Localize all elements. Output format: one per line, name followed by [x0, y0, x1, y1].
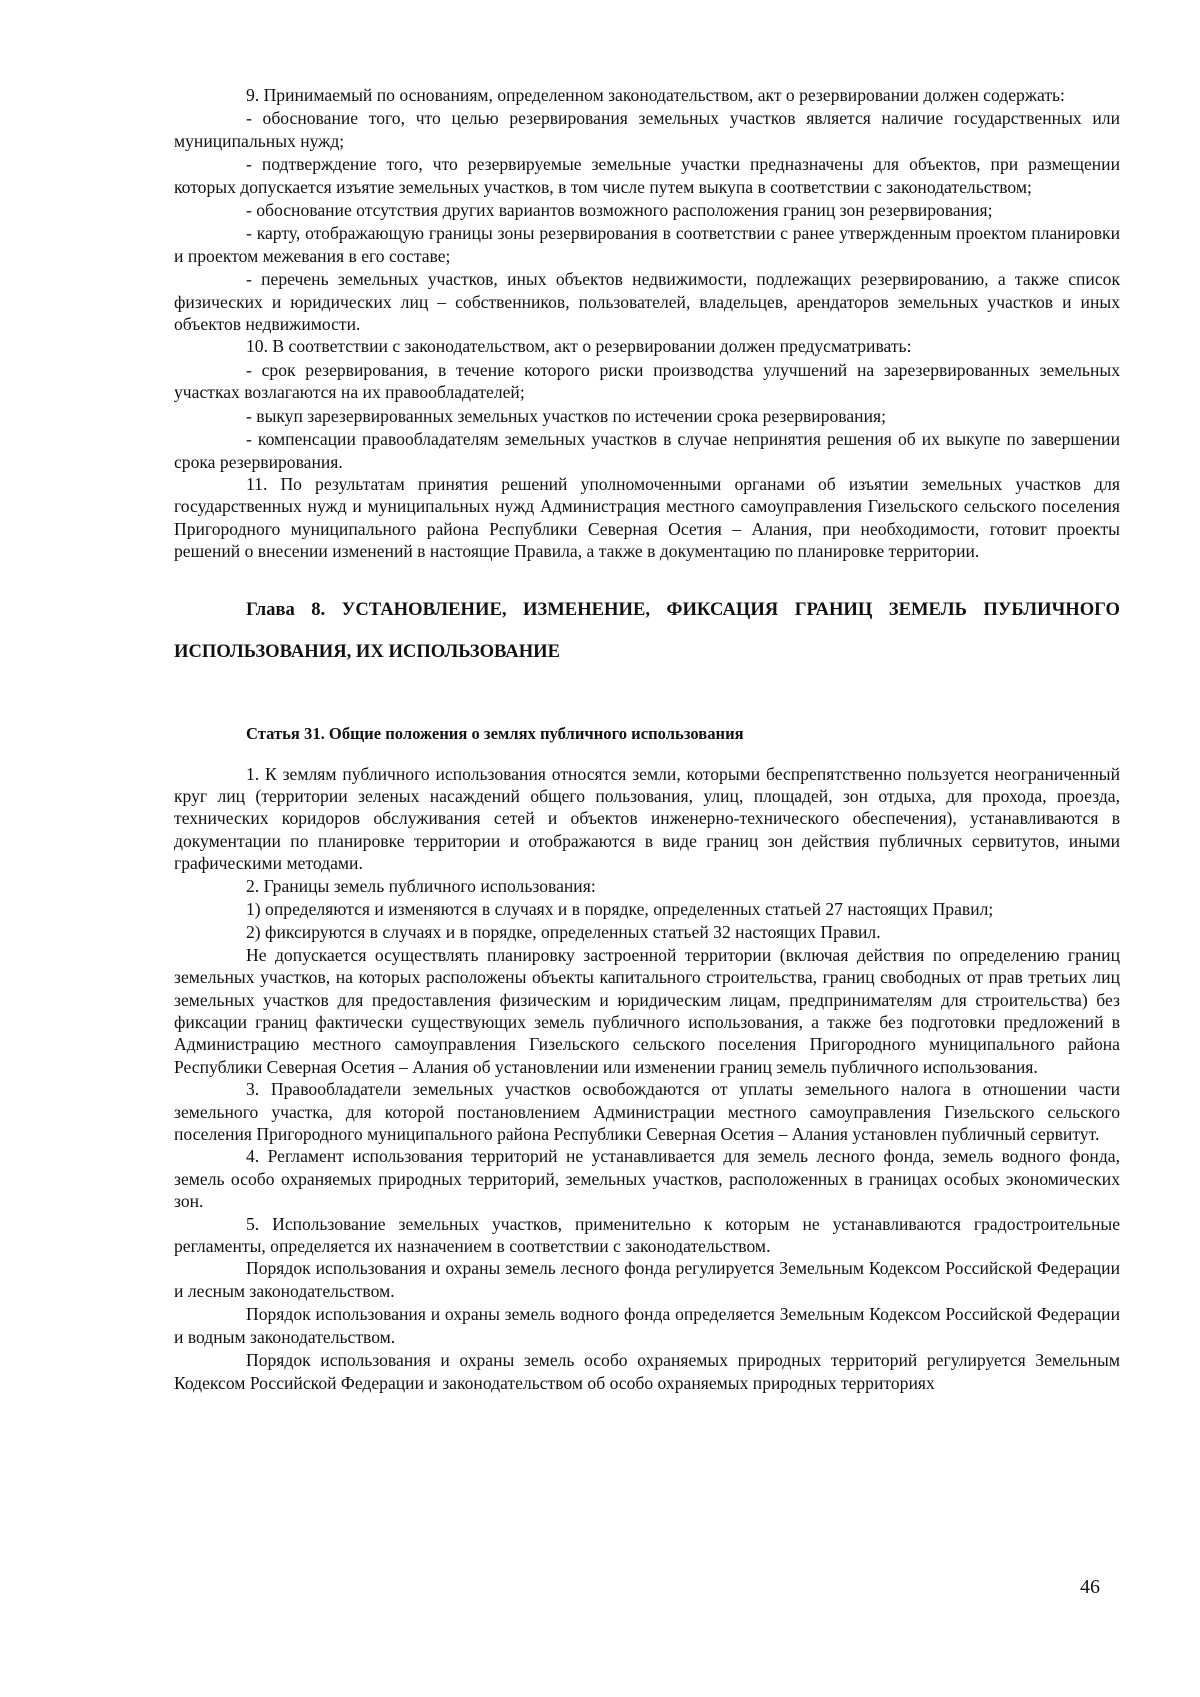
- paragraph: Порядок использования и охраны земель особо охраняемых природных территорий регулируется Земельным Кодексом Российской Федерации и законодательством об особо охраняемых природных территориях: [174, 1350, 1120, 1393]
- list-item: - срок резервирования, в течение которого риски производства улучшений на зарезервированных земельных участках возлагаются на их правообладателей;: [174, 359, 1120, 403]
- paragraph: 3. Правообладатели земельных участков освобождаются от уплаты земельного налога в отношении части земельного участка, для которой постановлением Администрации местного самоуправления Гизельского сельского поселения Пригородного муниципального района Республики Северная Осетия – Алания установлен публичный сервитут.: [174, 1079, 1120, 1145]
- page-number: 46: [1080, 1576, 1100, 1598]
- list-item: 1) определяются и изменяются в случаях и в порядке, определенных статьей 27 настоящих Правил;: [246, 898, 994, 919]
- paragraph: Не допускается осуществлять планировку застроенной территории (включая действия по определению границ земельных участков, на которых расположены объекты капитального строительства, границ свободных от прав третьих лиц земельных участков для предоставления физическим и юридическим лицам, предпринимателям для строительства) без фиксации границ фактически существующих земель публичного использования, а также без подготовки предложений в Администрацию местного самоуправления Гизельского сельского поселения Пригородного муниципального района Республики Северная Осетия – Алания об установлении или изменении границ земель публичного использования.: [174, 944, 1120, 1077]
- list-item: - компенсации правообладателям земельных участков в случае непринятия решения об их выкупе по завершении срока резервирования.: [174, 429, 1120, 472]
- paragraph: 11. По результатам принятия решений уполномоченными органами об изъятии земельных участков для государственных нужд и муниципальных нужд Администрация местного самоуправления Гизельского сельского поселения Пригородного муниципального района Республики Северная Осетия – Алания, при необходимости, готовит проекты решений о внесении изменений в настоящие Правила, а также в документацию по планировке территории.: [174, 473, 1120, 562]
- paragraph: 2. Границы земель публичного использования:: [246, 875, 596, 896]
- list-item: - перечень земельных участков, иных объектов недвижимости, подлежащих резервированию, а также список физических и юридических лиц – собственников, пользователей, владельцев, арендаторов земельных участков и иных объектов недвижимости.: [174, 269, 1120, 335]
- paragraph: 9. Принимаемый по основаниям, определенном законодательством, акт о резервировании должен содержать:: [246, 85, 1065, 105]
- document-page: [174, 84, 1120, 1394]
- chapter-heading: Глава 8. УСТАНОВЛЕНИЕ, ИЗМЕНЕНИЕ, ФИКСАЦИЯ ГРАНИЦ ЗЕМЕЛЬ ПУБЛИЧНОГО ИСПОЛЬЗОВАНИЯ, ИХ ИСПОЛЬЗОВАНИЕ: [174, 598, 1120, 662]
- paragraph: 5. Использование земельных участков, применительно к которым не устанавливаются градостроительные регламенты, определяется их назначением в соответствии с законодательством.: [174, 1213, 1120, 1257]
- list-item: - обоснование того, что целью резервирования земельных участков является наличие государственных или муниципальных нужд;: [174, 108, 1120, 151]
- paragraph: 4. Регламент использования территорий не устанавливается для земель лесного фонда, земель водного фонда, земель особо охраняемых природных территорий, земельных участков, расположенных в границах особых экономических зон.: [174, 1146, 1120, 1212]
- list-item: - обоснование отсутствия других вариантов возможного расположения границ зон резервирования;: [246, 200, 993, 221]
- list-item: - подтверждение того, что резервируемые земельные участки предназначены для объектов, при размещении которых допускается изъятие земельных участков, в том числе путем выкупа в соответствии с законодательством;: [174, 154, 1120, 197]
- paragraph: Порядок использования и охраны земель лесного фонда регулируется Земельным Кодексом Российской Федерации и лесным законодательством.: [174, 1258, 1120, 1301]
- list-item: 2) фиксируются в случаях и в порядке, определенных статьей 32 настоящих Правил.: [246, 922, 881, 943]
- paragraph: 10. В соответствии с законодательством, акт о резервировании должен предусматривать:: [246, 336, 912, 357]
- paragraph: Порядок использования и охраны земель водного фонда определяется Земельным Кодексом Российской Федерации и водным законодательством.: [174, 1304, 1120, 1347]
- article-heading: Статья 31. Общие положения о землях публичного использования: [246, 723, 744, 743]
- paragraph: 1. К землям публичного использования относятся земли, которыми беспрепятственно пользуется неограниченный круг лиц (территории зеленых насаждений общего пользования, улиц, площадей, зон отдыха, для прохода, проезда, технических коридоров обслуживания сетей и объектов инженерно-технического обеспечения), устанавливаются в документации по планировке территории и отображаются в виде границ зон действия публичных сервитутов, иными графическими методами.: [174, 763, 1120, 874]
- list-item: - карту, отображающую границы зоны резервирования в соответствии с ранее утвержденным проектом планировки и проектом межевания в его составе;: [174, 223, 1120, 266]
- list-item: - выкуп зарезервированных земельных участков по истечении срока резервирования;: [246, 405, 886, 426]
